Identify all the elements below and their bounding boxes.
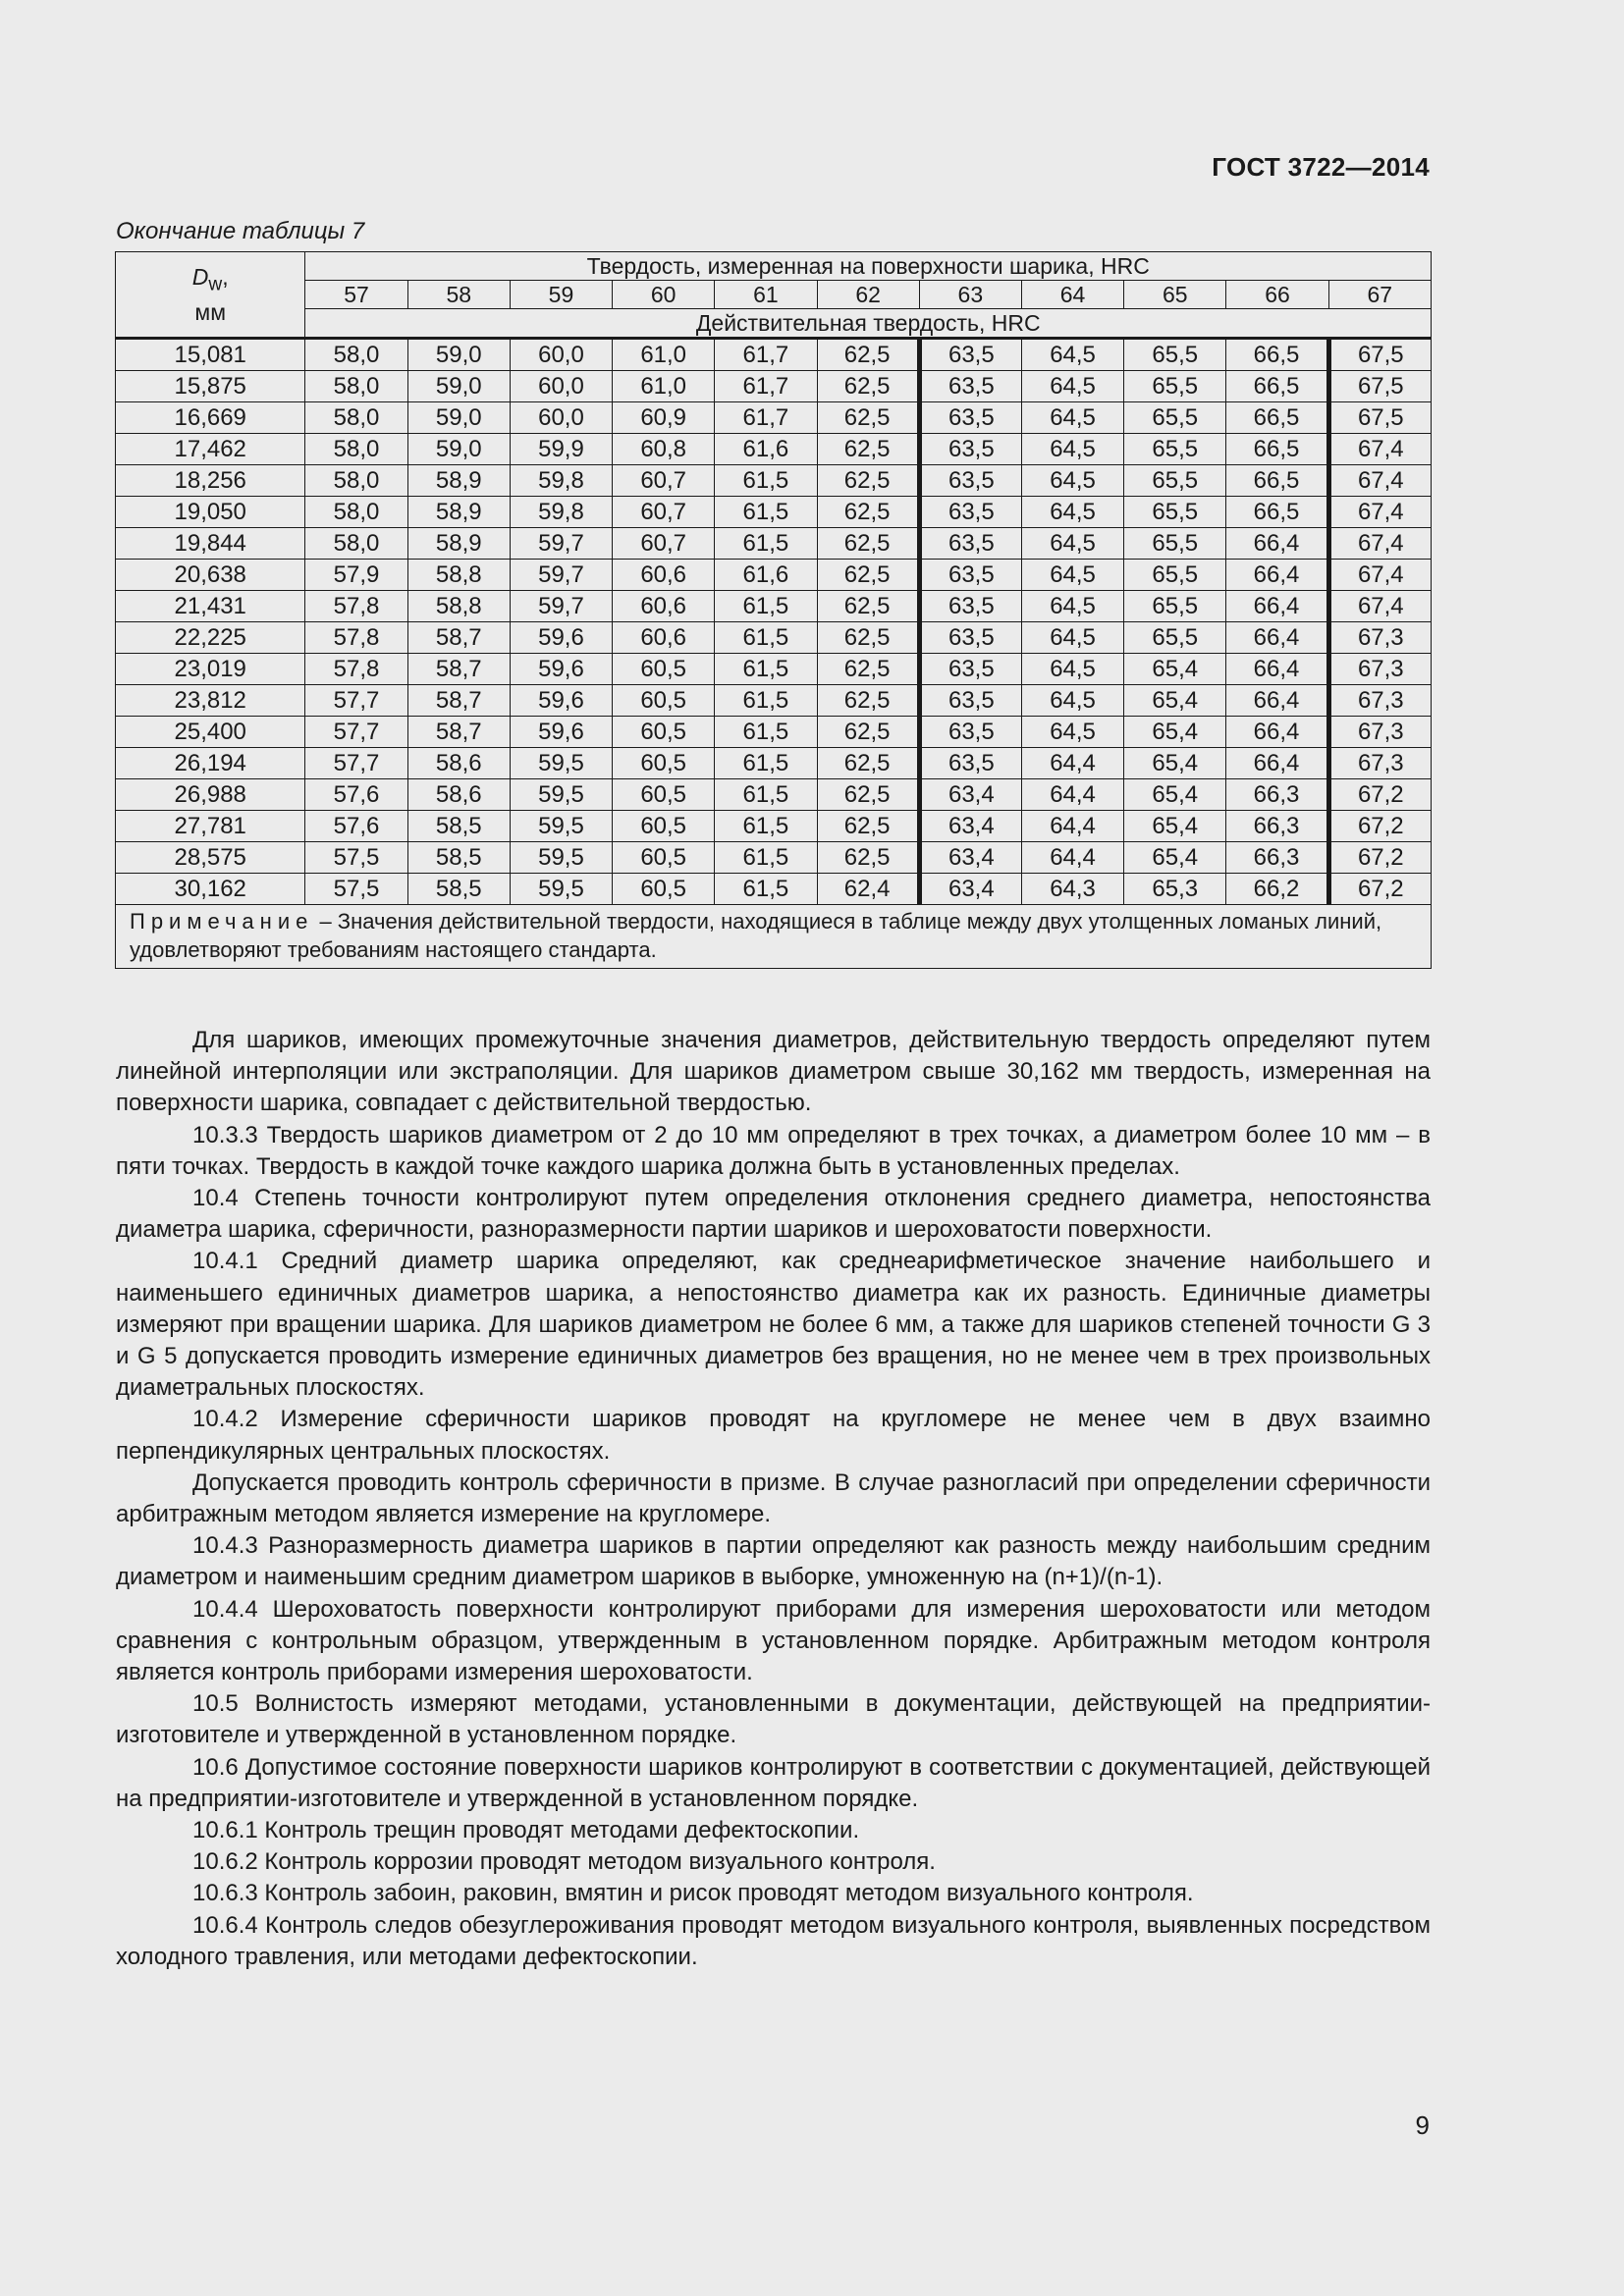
- hardness-cell: 60,5: [613, 654, 715, 685]
- hardness-cell: 67,5: [1328, 371, 1431, 402]
- hardness-cell: 67,2: [1328, 779, 1431, 811]
- table-row: [116, 402, 1432, 434]
- hardness-cell: 64,4: [1021, 779, 1123, 811]
- hardness-cell: 64,5: [1021, 717, 1123, 748]
- hardness-cell: 61,5: [715, 717, 817, 748]
- hardness-cell: 60,5: [613, 842, 715, 874]
- hardness-cell: 65,4: [1124, 685, 1226, 717]
- hardness-cell: 65,5: [1124, 465, 1226, 497]
- hardness-cell: 59,5: [510, 779, 612, 811]
- hardness-cell: 61,7: [715, 339, 817, 371]
- hardness-cell: 66,4: [1226, 528, 1328, 560]
- hardness-cell: 58,7: [407, 622, 510, 654]
- table-row: [116, 622, 1432, 654]
- hardness-cell: 60,0: [510, 371, 612, 402]
- hardness-cell: 60,5: [613, 811, 715, 842]
- table-row: [116, 371, 1432, 402]
- paragraph: 10.4.2 Измерение сферичности шариков проводят на кругломере не менее чем в двух взаимно перпендикулярных центральных плоскостях.: [116, 1406, 1431, 1465]
- hardness-cell: 66,5: [1226, 465, 1328, 497]
- hardness-cell: 65,4: [1124, 811, 1226, 842]
- hardness-cell: 59,6: [510, 717, 612, 748]
- hardness-cell: 63,5: [919, 654, 1021, 685]
- hardness-cell: 59,7: [510, 591, 612, 622]
- hardness-cell: 61,5: [715, 465, 817, 497]
- hardness-cell: 67,3: [1328, 654, 1431, 685]
- actual-hardness-header: Действительная твердость, HRC: [305, 309, 1432, 339]
- hardness-cell: 66,3: [1226, 811, 1328, 842]
- hardness-cell: 62,5: [817, 591, 919, 622]
- hardness-cell: 57,6: [305, 779, 407, 811]
- table-row: [116, 874, 1432, 905]
- hardness-cell: 66,5: [1226, 371, 1328, 402]
- hardness-cell: 63,4: [919, 779, 1021, 811]
- hardness-cell: 65,3: [1124, 874, 1226, 905]
- hardness-cell: 60,5: [613, 874, 715, 905]
- hardness-cell: 66,3: [1226, 842, 1328, 874]
- hardness-cell: 63,5: [919, 339, 1021, 371]
- hardness-cell: 67,4: [1328, 497, 1431, 528]
- table-header: [116, 252, 1432, 339]
- hardness-cell: 64,5: [1021, 528, 1123, 560]
- hardness-cell: 65,4: [1124, 842, 1226, 874]
- hardness-cell: 65,5: [1124, 497, 1226, 528]
- hardness-cell: 57,5: [305, 874, 407, 905]
- hardness-cell: 61,0: [613, 339, 715, 371]
- hardness-cell: 65,5: [1124, 402, 1226, 434]
- hardness-cell: 64,4: [1021, 842, 1123, 874]
- hardness-cell: 67,4: [1328, 434, 1431, 465]
- hardness-cell: 65,5: [1124, 434, 1226, 465]
- paragraph: Допускается проводить контроль сферичности в призме. В случае разногласий при определении сферичности арбитражным методом является измерение на кругломере.: [116, 1468, 1431, 1528]
- hardness-cell: 61,6: [715, 434, 817, 465]
- hardness-cell: 62,5: [817, 560, 919, 591]
- hardness-cell: 63,5: [919, 497, 1021, 528]
- hardness-cell: 58,0: [305, 465, 407, 497]
- hardness-cell: 67,2: [1328, 842, 1431, 874]
- hardness-cell: 58,7: [407, 717, 510, 748]
- measured-hardness-header: Твердость, измеренная на поверхности шарика, HRC: [305, 252, 1432, 281]
- hardness-cell: 64,5: [1021, 654, 1123, 685]
- hardness-cell: 60,5: [613, 779, 715, 811]
- hardness-cell: 63,5: [919, 434, 1021, 465]
- hardness-cell: 58,5: [407, 874, 510, 905]
- hardness-cell: 65,5: [1124, 528, 1226, 560]
- hardness-cell: 66,4: [1226, 622, 1328, 654]
- hardness-cell: 67,2: [1328, 874, 1431, 905]
- hardness-cell: 64,5: [1021, 465, 1123, 497]
- hardness-cell: 59,5: [510, 811, 612, 842]
- hardness-cell: 57,8: [305, 591, 407, 622]
- table-row: [116, 717, 1432, 748]
- paragraph: 10.6.4 Контроль следов обезуглероживания проводят методом визуального контроля, выявленных посредством холодного травления, или методами дефектоскопии.: [116, 1911, 1431, 1970]
- dw-unit: мм: [194, 299, 227, 326]
- hardness-cell: 66,3: [1226, 779, 1328, 811]
- hardness-cell: 59,0: [407, 339, 510, 371]
- hardness-cell: 61,5: [715, 654, 817, 685]
- hardness-cell: 65,4: [1124, 654, 1226, 685]
- diameter-cell: 23,812: [116, 685, 305, 717]
- note-label: Примечание: [130, 909, 314, 934]
- hardness-cell: 62,5: [817, 465, 919, 497]
- hardness-cell: 59,6: [510, 654, 612, 685]
- hardness-cell: 62,5: [817, 622, 919, 654]
- hardness-cell: 62,5: [817, 434, 919, 465]
- hardness-cell: 65,5: [1124, 560, 1226, 591]
- table-row: [116, 779, 1432, 811]
- hardness-cell: 66,4: [1226, 591, 1328, 622]
- hardness-cell: 58,7: [407, 685, 510, 717]
- hardness-cell: 65,5: [1124, 622, 1226, 654]
- hardness-cell: 64,5: [1021, 402, 1123, 434]
- table-row: [116, 685, 1432, 717]
- measured-value-header: 61: [715, 281, 817, 309]
- hardness-cell: 57,7: [305, 717, 407, 748]
- hardness-cell: 64,5: [1021, 591, 1123, 622]
- hardness-cell: 67,3: [1328, 622, 1431, 654]
- hardness-cell: 59,7: [510, 528, 612, 560]
- hardness-cell: 65,5: [1124, 591, 1226, 622]
- hardness-cell: 67,5: [1328, 339, 1431, 371]
- hardness-cell: 62,5: [817, 811, 919, 842]
- hardness-cell: 62,5: [817, 748, 919, 779]
- paragraph: 10.4.1 Средний диаметр шарика определяют, как среднеарифметическое значение наибольшего и наименьшего единичных диаметров шарика, а непостоянство диаметра как их разность. Единичные диаметры измеряют при вращении шарика. Для шариков диаметром не более 6 мм, а также для шариков степеней точности G 3 и G 5 допускается проводить измерение единичных диаметров без вращения, но не менее чем в трех произвольных диаметральных плоскостях.: [116, 1248, 1431, 1402]
- hardness-cell: 64,4: [1021, 811, 1123, 842]
- hardness-cell: 61,5: [715, 497, 817, 528]
- table-row: [116, 339, 1432, 371]
- hardness-cell: 58,0: [305, 528, 407, 560]
- hardness-cell: 60,7: [613, 465, 715, 497]
- hardness-cell: 61,5: [715, 811, 817, 842]
- hardness-cell: 57,5: [305, 842, 407, 874]
- note-text: – Значения действительной твердости, находящиеся в таблице между двух утолщенных ломаных линий, удовлетворяют требованиям настоящего стандарта.: [130, 909, 1382, 962]
- measured-value-header: 64: [1021, 281, 1123, 309]
- hardness-table-wrap: [115, 251, 1432, 969]
- hardness-cell: 59,0: [407, 402, 510, 434]
- hardness-cell: 65,4: [1124, 748, 1226, 779]
- table-row: [116, 591, 1432, 622]
- hardness-cell: 60,7: [613, 497, 715, 528]
- dw-comma: ,: [222, 263, 229, 290]
- hardness-cell: 64,5: [1021, 560, 1123, 591]
- hardness-cell: 59,6: [510, 622, 612, 654]
- table-note: [116, 905, 1432, 969]
- hardness-cell: 60,9: [613, 402, 715, 434]
- hardness-cell: 64,5: [1021, 434, 1123, 465]
- diameter-cell: 18,256: [116, 465, 305, 497]
- hardness-cell: 59,5: [510, 874, 612, 905]
- diameter-cell: 20,638: [116, 560, 305, 591]
- hardness-cell: 61,5: [715, 842, 817, 874]
- hardness-cell: 62,5: [817, 402, 919, 434]
- diameter-cell: 21,431: [116, 591, 305, 622]
- hardness-cell: 60,7: [613, 528, 715, 560]
- hardness-cell: 61,7: [715, 371, 817, 402]
- hardness-cell: 58,9: [407, 528, 510, 560]
- hardness-cell: 61,7: [715, 402, 817, 434]
- hardness-cell: 58,5: [407, 842, 510, 874]
- hardness-cell: 59,5: [510, 842, 612, 874]
- paragraph: 10.6 Допустимое состояние поверхности шариков контролируют в соответствии с документацией, действующей на предприятии-изготовителе и утвержденной в установленном порядке.: [116, 1753, 1431, 1812]
- hardness-cell: 58,0: [305, 497, 407, 528]
- hardness-cell: 63,5: [919, 402, 1021, 434]
- hardness-cell: 66,5: [1226, 497, 1328, 528]
- hardness-cell: 60,0: [510, 339, 612, 371]
- hardness-cell: 65,4: [1124, 717, 1226, 748]
- hardness-cell: 66,4: [1226, 717, 1328, 748]
- dw-symbol: D: [191, 263, 209, 290]
- hardness-cell: 57,9: [305, 560, 407, 591]
- hardness-cell: 67,3: [1328, 685, 1431, 717]
- hardness-cell: 61,5: [715, 622, 817, 654]
- table-row: [116, 497, 1432, 528]
- hardness-cell: 58,8: [407, 560, 510, 591]
- hardness-cell: 67,4: [1328, 528, 1431, 560]
- measured-value-header: 63: [919, 281, 1021, 309]
- hardness-cell: 63,5: [919, 371, 1021, 402]
- hardness-cell: 58,0: [305, 371, 407, 402]
- hardness-cell: 64,3: [1021, 874, 1123, 905]
- body-text: [116, 1025, 1431, 1973]
- hardness-cell: 64,5: [1021, 685, 1123, 717]
- hardness-cell: 62,4: [817, 874, 919, 905]
- hardness-cell: 67,5: [1328, 402, 1431, 434]
- hardness-cell: 61,5: [715, 591, 817, 622]
- hardness-cell: 58,0: [305, 339, 407, 371]
- diameter-cell: 22,225: [116, 622, 305, 654]
- hardness-cell: 60,8: [613, 434, 715, 465]
- dw-subscript: w: [208, 274, 223, 295]
- diameter-cell: 15,875: [116, 371, 305, 402]
- hardness-cell: 60,6: [613, 591, 715, 622]
- hardness-cell: 58,0: [305, 434, 407, 465]
- hardness-cell: 66,2: [1226, 874, 1328, 905]
- hardness-cell: 57,7: [305, 685, 407, 717]
- hardness-cell: 66,5: [1226, 434, 1328, 465]
- hardness-cell: 63,5: [919, 465, 1021, 497]
- hardness-cell: 63,4: [919, 842, 1021, 874]
- hardness-cell: 62,5: [817, 685, 919, 717]
- hardness-cell: 66,4: [1226, 560, 1328, 591]
- hardness-cell: 60,5: [613, 748, 715, 779]
- measured-value-header: 66: [1226, 281, 1328, 309]
- measured-value-header: 65: [1124, 281, 1226, 309]
- table-body: [116, 339, 1432, 905]
- diameter-cell: 19,050: [116, 497, 305, 528]
- measured-value-header: 60: [613, 281, 715, 309]
- table-row: [116, 528, 1432, 560]
- hardness-cell: 61,5: [715, 779, 817, 811]
- paragraph: 10.4.3 Разноразмерность диаметра шариков в партии определяют как разность между наибольшим средним диаметром и наименьшим средним диаметром шариков в выборке, умноженную на (n+1)/(n-1).: [116, 1532, 1431, 1591]
- hardness-cell: 64,4: [1021, 748, 1123, 779]
- hardness-cell: 67,4: [1328, 465, 1431, 497]
- diameter-cell: 26,194: [116, 748, 305, 779]
- diameter-cell: 27,781: [116, 811, 305, 842]
- diameter-cell: 19,844: [116, 528, 305, 560]
- hardness-cell: 62,5: [817, 528, 919, 560]
- hardness-cell: 62,5: [817, 371, 919, 402]
- hardness-cell: 59,0: [407, 371, 510, 402]
- measured-value-header: 67: [1328, 281, 1431, 309]
- paragraph: Для шариков, имеющих промежуточные значения диаметров, действительную твердость определяют путем линейной интерполяции или экстраполяции. Для шариков диаметром свыше 30,162 мм твердость, измеренная на поверхности шарика, совпадает с действительной твердостью.: [116, 1027, 1431, 1117]
- hardness-cell: 65,5: [1124, 371, 1226, 402]
- measured-value-header: 59: [510, 281, 612, 309]
- hardness-cell: 63,5: [919, 528, 1021, 560]
- hardness-cell: 57,8: [305, 622, 407, 654]
- hardness-cell: 59,9: [510, 434, 612, 465]
- paragraph: 10.6.3 Контроль забоин, раковин, вмятин и рисок проводят методом визуального контроля.: [192, 1880, 1194, 1907]
- hardness-cell: 64,5: [1021, 339, 1123, 371]
- hardness-cell: 63,5: [919, 717, 1021, 748]
- paragraph: 10.4 Степень точности контролируют путем определения отклонения среднего диаметра, непостоянства диаметра шарика, сферичности, разноразмерности партии шариков и шероховатости поверхности.: [116, 1185, 1431, 1244]
- hardness-cell: 57,7: [305, 748, 407, 779]
- hardness-cell: 61,5: [715, 874, 817, 905]
- table-row: [116, 811, 1432, 842]
- hardness-cell: 61,5: [715, 748, 817, 779]
- hardness-cell: 62,5: [817, 717, 919, 748]
- table-row: [116, 748, 1432, 779]
- hardness-cell: 57,6: [305, 811, 407, 842]
- measured-values-row: [116, 281, 1432, 309]
- hardness-cell: 57,8: [305, 654, 407, 685]
- table-row: [116, 842, 1432, 874]
- hardness-cell: 61,0: [613, 371, 715, 402]
- hardness-cell: 60,6: [613, 622, 715, 654]
- hardness-cell: 62,5: [817, 779, 919, 811]
- hardness-cell: 63,5: [919, 748, 1021, 779]
- hardness-cell: 63,5: [919, 560, 1021, 591]
- diameter-cell: 17,462: [116, 434, 305, 465]
- hardness-cell: 67,2: [1328, 811, 1431, 842]
- paragraph: 10.5 Волнистость измеряют методами, установленными в документации, действующей на предприятии-изготовителе и утвержденной в установленном порядке.: [116, 1690, 1431, 1749]
- page-number: 9: [1415, 2110, 1430, 2140]
- hardness-cell: 62,5: [817, 339, 919, 371]
- diameter-cell: 23,019: [116, 654, 305, 685]
- hardness-cell: 58,6: [407, 748, 510, 779]
- hardness-cell: 58,7: [407, 654, 510, 685]
- hardness-cell: 66,5: [1226, 402, 1328, 434]
- hardness-cell: 64,5: [1021, 371, 1123, 402]
- table-row: [116, 654, 1432, 685]
- hardness-cell: 62,5: [817, 497, 919, 528]
- hardness-cell: 63,5: [919, 685, 1021, 717]
- hardness-cell: 67,4: [1328, 560, 1431, 591]
- hardness-cell: 58,0: [305, 402, 407, 434]
- hardness-cell: 67,4: [1328, 591, 1431, 622]
- hardness-cell: 60,0: [510, 402, 612, 434]
- hardness-cell: 63,5: [919, 591, 1021, 622]
- hardness-cell: 60,5: [613, 717, 715, 748]
- hardness-cell: 59,7: [510, 560, 612, 591]
- document-id: ГОСТ 3722—2014: [1212, 152, 1430, 182]
- hardness-cell: 62,5: [817, 842, 919, 874]
- paragraph: 10.3.3 Твердость шариков диаметром от 2 до 10 мм определяют в трех точках, а диаметром более 10 мм – в пяти точках. Твердость в каждой точке каждого шарика должна быть в установленных пределах.: [116, 1121, 1431, 1180]
- hardness-cell: 59,5: [510, 748, 612, 779]
- hardness-cell: 66,4: [1226, 685, 1328, 717]
- hardness-cell: 60,5: [613, 685, 715, 717]
- table-caption: Окончание таблицы 7: [116, 218, 365, 244]
- table-row: [116, 465, 1432, 497]
- diameter-cell: 30,162: [116, 874, 305, 905]
- diameter-cell: 28,575: [116, 842, 305, 874]
- diameter-cell: 25,400: [116, 717, 305, 748]
- hardness-cell: 58,5: [407, 811, 510, 842]
- diameter-cell: 15,081: [116, 339, 305, 371]
- hardness-cell: 65,5: [1124, 339, 1226, 371]
- hardness-table: [115, 251, 1432, 969]
- measured-value-header: 58: [407, 281, 510, 309]
- hardness-cell: 67,3: [1328, 717, 1431, 748]
- hardness-cell: 58,9: [407, 465, 510, 497]
- hardness-cell: 66,4: [1226, 748, 1328, 779]
- table-row: [116, 434, 1432, 465]
- hardness-cell: 59,8: [510, 497, 612, 528]
- hardness-cell: 64,5: [1021, 497, 1123, 528]
- hardness-cell: 59,8: [510, 465, 612, 497]
- hardness-cell: 66,4: [1226, 654, 1328, 685]
- paragraph: 10.4.4 Шероховатость поверхности контролируют приборами для измерения шероховатости или методом сравнения с контрольным образцом, утвержденным в установленном порядке. Арбитражным методом контроля является контроль приборами измерения шероховатости.: [116, 1595, 1431, 1686]
- measured-value-header: 62: [817, 281, 919, 309]
- paragraph: 10.6.2 Контроль коррозии проводят методом визуального контроля.: [192, 1848, 936, 1876]
- hardness-cell: 66,5: [1226, 339, 1328, 371]
- hardness-cell: 60,6: [613, 560, 715, 591]
- hardness-cell: 59,6: [510, 685, 612, 717]
- hardness-cell: 63,4: [919, 811, 1021, 842]
- hardness-cell: 63,4: [919, 874, 1021, 905]
- hardness-cell: 58,8: [407, 591, 510, 622]
- hardness-cell: 59,0: [407, 434, 510, 465]
- hardness-cell: 64,5: [1021, 622, 1123, 654]
- hardness-cell: 67,3: [1328, 748, 1431, 779]
- hardness-cell: 61,5: [715, 528, 817, 560]
- hardness-cell: 62,5: [817, 654, 919, 685]
- diameter-cell: 16,669: [116, 402, 305, 434]
- hardness-cell: 61,6: [715, 560, 817, 591]
- diameter-cell: 26,988: [116, 779, 305, 811]
- hardness-cell: 58,9: [407, 497, 510, 528]
- hardness-cell: 61,5: [715, 685, 817, 717]
- hardness-cell: 65,4: [1124, 779, 1226, 811]
- hardness-cell: 58,6: [407, 779, 510, 811]
- paragraph: 10.6.1 Контроль трещин проводят методами дефектоскопии.: [192, 1817, 860, 1844]
- diameter-column-header: [116, 252, 305, 339]
- hardness-cell: 63,5: [919, 622, 1021, 654]
- measured-value-header: 57: [305, 281, 407, 309]
- table-row: [116, 560, 1432, 591]
